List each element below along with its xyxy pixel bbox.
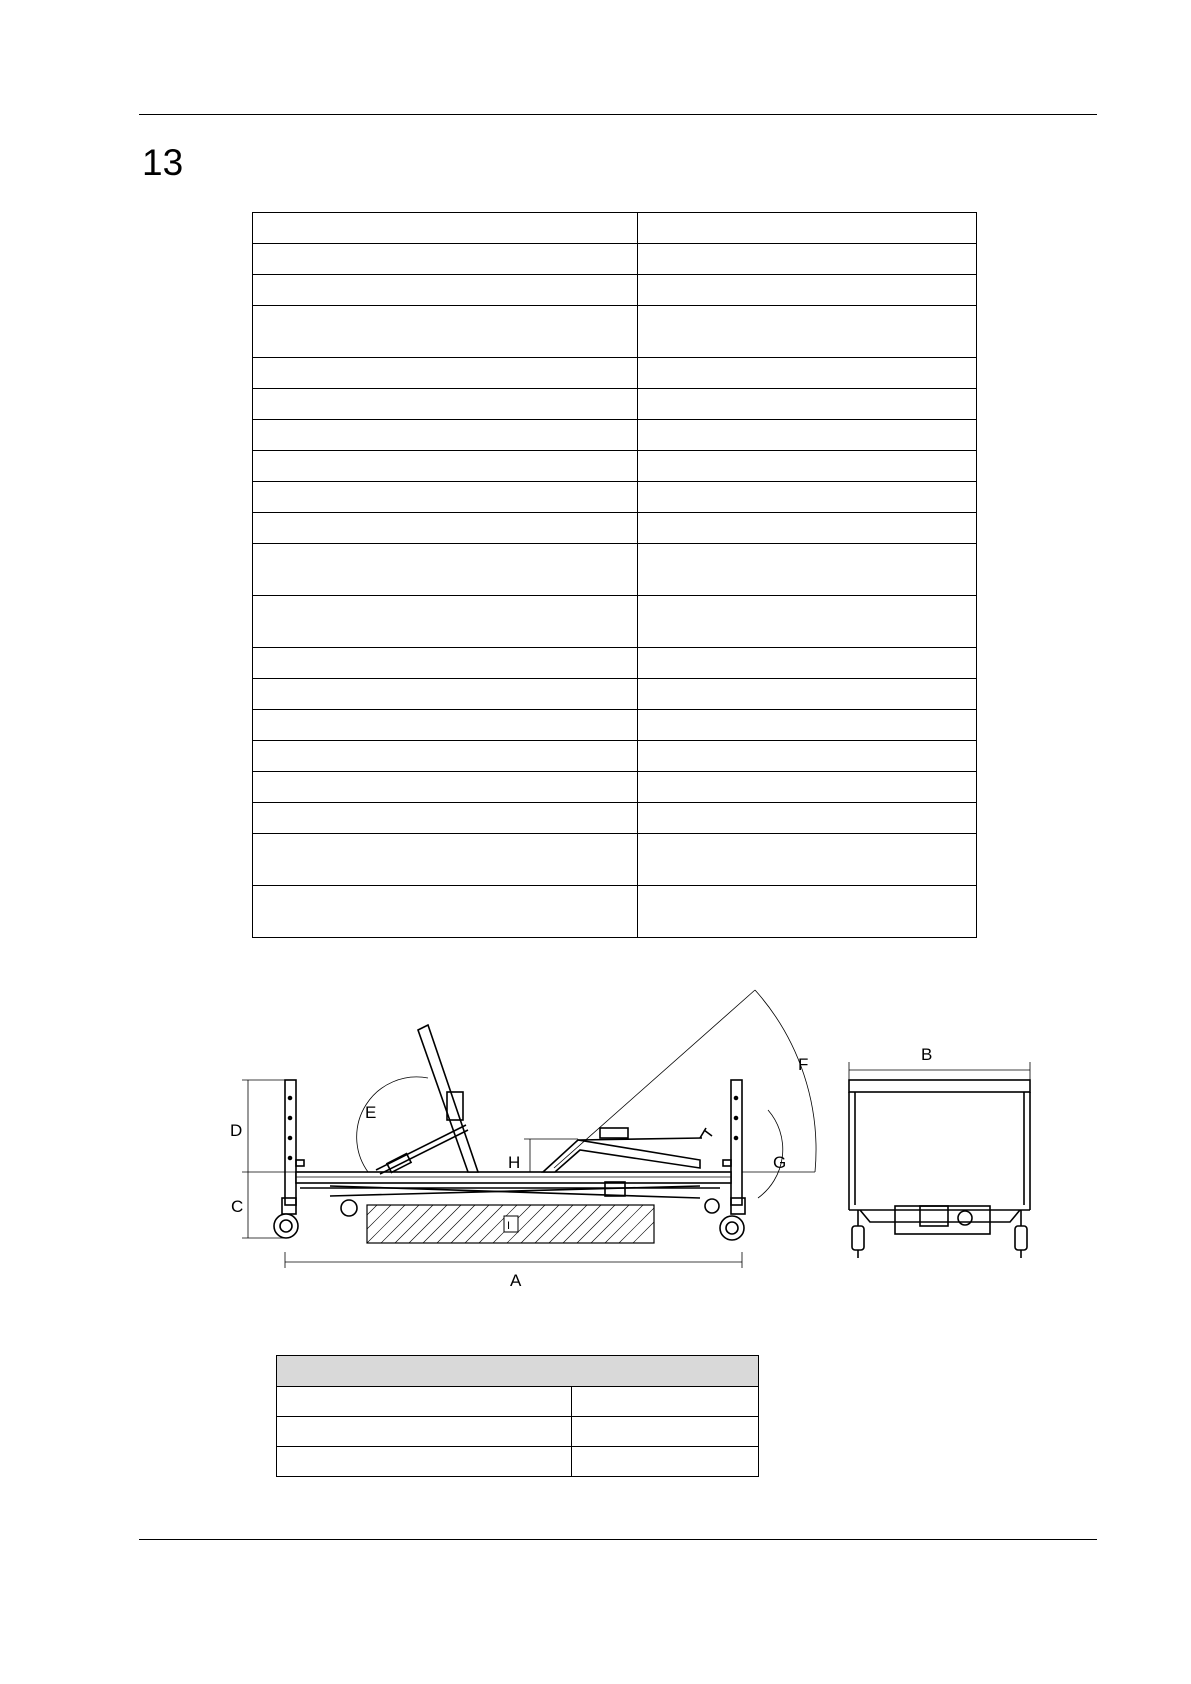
- table-row: [277, 1387, 759, 1417]
- mini-label: [277, 1387, 572, 1417]
- mini-value: [572, 1417, 759, 1447]
- dim-label-b: B: [921, 1045, 933, 1064]
- mini-label: [277, 1417, 572, 1447]
- dim-label-a: A: [510, 1271, 522, 1290]
- mini-value: [572, 1447, 759, 1477]
- dim-label-f: F: [798, 1055, 809, 1074]
- dim-label-i: I: [507, 1220, 511, 1232]
- dim-label-g: G: [773, 1153, 787, 1172]
- mini-table-header: [277, 1356, 759, 1387]
- dim-label-e: E: [365, 1103, 377, 1122]
- dim-label-h: H: [508, 1153, 521, 1172]
- dim-label-d: D: [230, 1121, 243, 1140]
- dim-label-c: C: [231, 1197, 244, 1216]
- table-row: [277, 1447, 759, 1477]
- section-number: 13: [142, 142, 184, 183]
- mini-spec-table: [276, 1355, 759, 1477]
- table-row: [277, 1417, 759, 1447]
- leg-section: [543, 1140, 700, 1172]
- front-view-top-panel: [849, 1080, 1030, 1092]
- front-caster: [1015, 1226, 1027, 1250]
- mini-label: [277, 1447, 572, 1477]
- bottom-rule: [139, 1539, 1097, 1540]
- caster-wheel: [720, 1216, 744, 1240]
- mini-value: [572, 1387, 759, 1417]
- bed-frame: [296, 1172, 731, 1183]
- caster-wheel: [274, 1214, 298, 1238]
- front-caster: [852, 1226, 864, 1250]
